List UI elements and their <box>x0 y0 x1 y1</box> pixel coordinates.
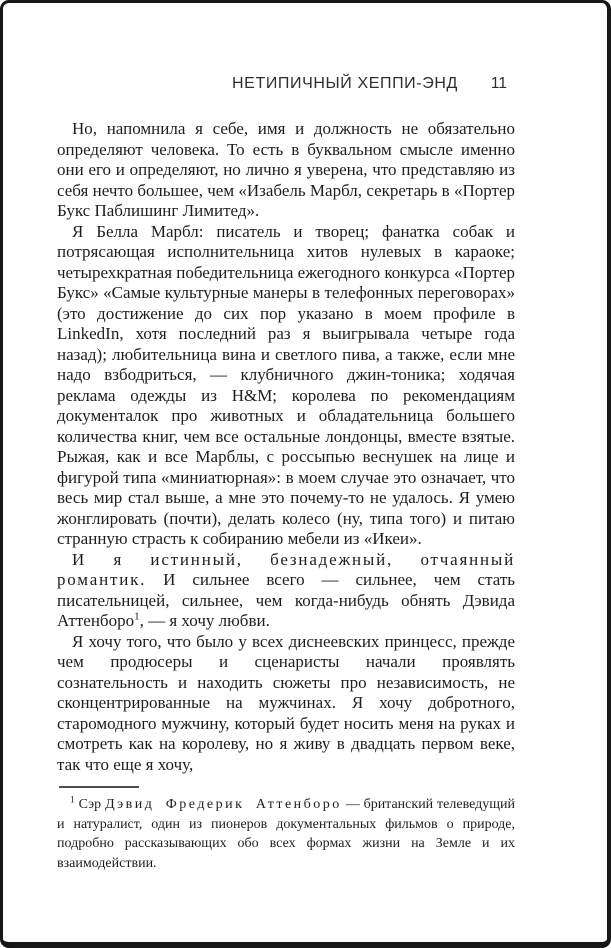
chapter-title: НЕТИПИЧНЫЙ ХЕППИ-ЭНД <box>232 75 458 92</box>
footnote-separator-rule <box>59 786 139 788</box>
paragraph-4: Я хочу того, что было у всех диснеевских принцесс, прежде чем продюсеры и сценаристы начали проявлять сознательность и находить сюжеты про независимость, не сконцентрированные на мужчинах. Я хочу добротного, старомодного мужчину, который будет носить меня на руках и смотреть как на королеву, но я живу в двадцать первом веке, так что еще я хочу, <box>57 631 515 774</box>
footnote-marker: 1 <box>70 795 75 806</box>
page-number: 11 <box>490 75 507 92</box>
paragraph-3-middle: И сильнее всего — сильнее, чем стать писательницей, сильнее, чем когда-нибудь обнять Дэвида Аттенборо <box>57 570 515 630</box>
paragraph-3 <box>57 550 515 632</box>
emphasized-sentence: И я истинный, безнадежный, отчаянный романтик. <box>57 549 515 589</box>
footnote-rest: — британский телеведущий и натуралист, один из пионеров документальных фильмов о природе, подробно рассказывающих обо всех формах жизни на Земле и их взаимодействии. <box>57 797 516 871</box>
paragraph-3-end: , — я хочу любви. <box>139 611 270 630</box>
footnote-person-name: Дэвид Фредерик Аттенборо <box>105 797 342 812</box>
footnote-reference-mark: 1 <box>134 610 140 623</box>
paragraph-2: Я Белла Марбл: писатель и творец; фанатка собак и потрясающая исполнительница хитов нулевых в караоке; четырехкратная победительница ежегодного конкурса «Портер Букс» «Самые культурные манеры в телефонных переговорах» (это достижение до сих пор указано в моем профиле в LinkedIn, хотя последний раз я выигрывала четыре года назад); любительница вина и светлого пива, а также, если мне надо взбодриться, — клубничного джин-тоника; ходячая реклама одежды из H&M; королева по рекомендациям документалок про животных и обладательница большего количества книг, чем все остальные лондонцы, вместе взятые. Рыжая, как и все Марблы, с россыпью веснушек на лице и фигурой типа «миниатюрная»: в моем случае это означает, что весь мир стал выше, а мне это почему-то не удалось. Я умею жонглировать (почти), делать колесо (ну, типа того) и питаю странную страсть к собиранию мебели из «Икеи». <box>57 221 515 548</box>
paragraph-1: Но, напомнила я себе, имя и должность не обязательно определяют человека. То есть в буквальном смысле именно они его и определяют, но лично я уверена, что представляю из себя нечто большее, чем «Изабель Марбл, секретарь в «Портер Букс Паблишинг Лимитед». <box>57 119 515 220</box>
footnote <box>57 795 515 873</box>
running-head <box>57 75 515 93</box>
footnote-prefix: Сэр <box>78 797 102 812</box>
body-text <box>57 119 515 775</box>
text-block <box>3 75 607 873</box>
